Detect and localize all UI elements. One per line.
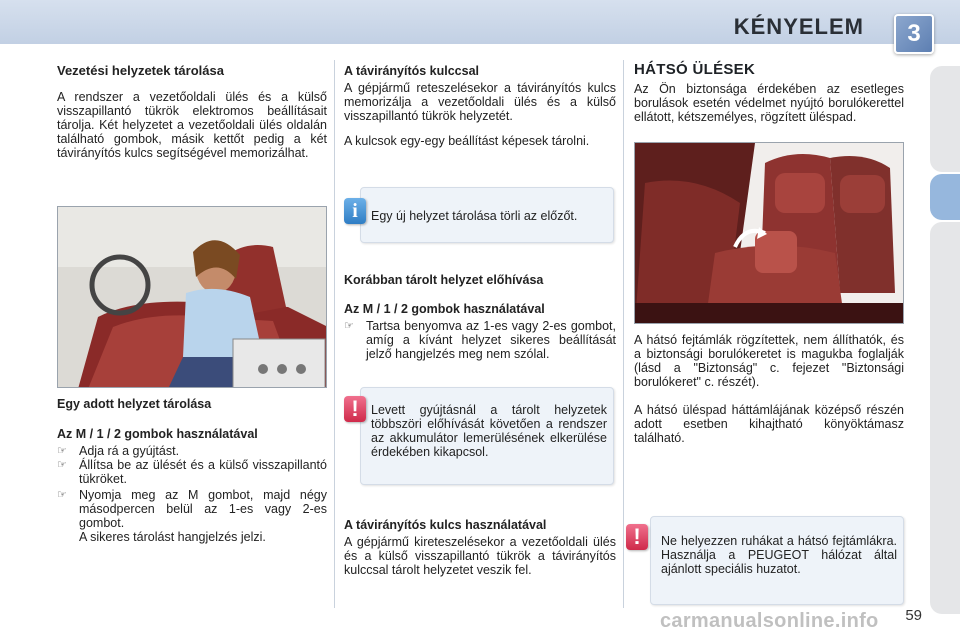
paragraph: A gépjármű kireteszelésekor a vezetőoldali ülés és a külső visszapillantó tükrök a távirányítós kulccsal tárolt helyzetet veszik fel. (344, 535, 616, 577)
info-icon: i (344, 198, 366, 224)
subsection-heading: Az M / 1 / 2 gombok használatával (344, 302, 545, 316)
side-tab-next[interactable] (930, 222, 960, 614)
list-item-text: Tartsa benyomva az 1-es vagy 2-es gombot, amíg a kívánt helyzet sikeres beállítását jelző hangjelzés meg nem szólal. (366, 319, 616, 361)
watermark: carmanualsonline.info (660, 610, 879, 632)
list-item-text: Állítsa be az ülését és a külső visszapillantó tükröket. (79, 458, 327, 486)
list-item (344, 319, 616, 375)
section-heading: Vezetési helyzetek tárolása (57, 63, 224, 78)
chapter-number-badge: 3 (894, 14, 934, 54)
paragraph: A gépjármű reteszelésekor a távirányítós kulcs memorizálja a vezetőoldali ülés és a külső visszapillantó tükrök helyzetét. (344, 81, 616, 123)
side-tab-current[interactable] (930, 174, 960, 220)
subsection-heading: Egy adott helyzet tárolása (57, 397, 212, 411)
warning-note (360, 387, 614, 485)
warning-icon: ! (344, 396, 366, 422)
warning-note (650, 516, 904, 605)
warning-note-text: Levett gyújtásnál a tárolt helyzetek többszöri előhívását követően a rendszer az akkumulátor lemerülésének elkerülése érdekében kikapcsol. (371, 403, 607, 459)
pointing-hand-icon: ☞ (57, 459, 67, 471)
column-divider (623, 60, 624, 608)
page-number: 59 (905, 607, 922, 624)
rear-seats-drawing (635, 143, 904, 324)
page-title: KÉNYELEM (733, 14, 864, 39)
warning-note-text: Ne helyezzen ruhákat a hátsó fejtámlákra. Használja a PEUGEOT hálózat által ajánlott speciális huzatot. (661, 534, 897, 576)
paragraph: A kulcsok egy-egy beállítást képesek tárolni. (344, 134, 590, 148)
subsection-heading: Az M / 1 / 2 gombok használatával (57, 427, 258, 441)
list-item-text: Nyomja meg az M gombot, majd négy másodpercen belül az 1-es vagy 2-es gombot. (79, 488, 327, 530)
pointing-hand-icon: ☞ (57, 445, 67, 457)
intro-paragraph: A rendszer a vezetőoldali ülés és a külső visszapillantó tükrök elektromos beállításait tárolja. Két helyzetet a vezetőoldali ülés oldalán található gombok, másik kettőt pedig a két távirányítós kulcs segítségével memorizálhat. (57, 90, 327, 160)
info-note-text: Egy új helyzet tárolása törli az előzőt. (371, 209, 578, 223)
intro-paragraph: Az Ön biztonsága érdekében az esetleges borulások esetén védelmet nyújtó borulókerettel ellátott, kétszemélyes, rögzített üléspad. (634, 82, 904, 124)
list-item (57, 488, 327, 530)
section-title: HÁTSÓ ÜLÉSEK (634, 61, 756, 78)
list-item (57, 444, 327, 458)
list-item (57, 458, 327, 486)
confirmation-text: A sikeres tárolást hangjelzés jelzi. (79, 530, 266, 544)
pointing-hand-icon: ☞ (344, 320, 354, 332)
subsection-heading: A távirányítós kulcs használatával (344, 518, 547, 532)
pointing-hand-icon: ☞ (57, 489, 67, 501)
list-item-text: Adja rá a gyújtást. (79, 444, 180, 458)
subsection-heading: A távirányítós kulccsal (344, 64, 480, 78)
column-divider (334, 60, 335, 608)
side-tab-previous[interactable] (930, 66, 960, 172)
paragraph: A hátsó fejtámlák rögzítettek, nem állíthatók, és a biztonsági borulókeretet is magukba foglalják (lásd a "Biztonság" c. fejezet "Biztonsági borulókeret" c. részét). (634, 333, 904, 389)
paragraph: A hátsó üléspad háttámlájának középső részén adott esetben kihajtható könyöktámasz található. (634, 403, 904, 445)
info-note (360, 187, 614, 243)
subsection-heading: Korábban tárolt helyzet előhívása (344, 273, 544, 287)
warning-icon: ! (626, 524, 648, 550)
rear-seats-illustration (634, 142, 904, 324)
driver-seat-illustration (57, 206, 327, 388)
driver-seat-drawing (58, 207, 327, 388)
